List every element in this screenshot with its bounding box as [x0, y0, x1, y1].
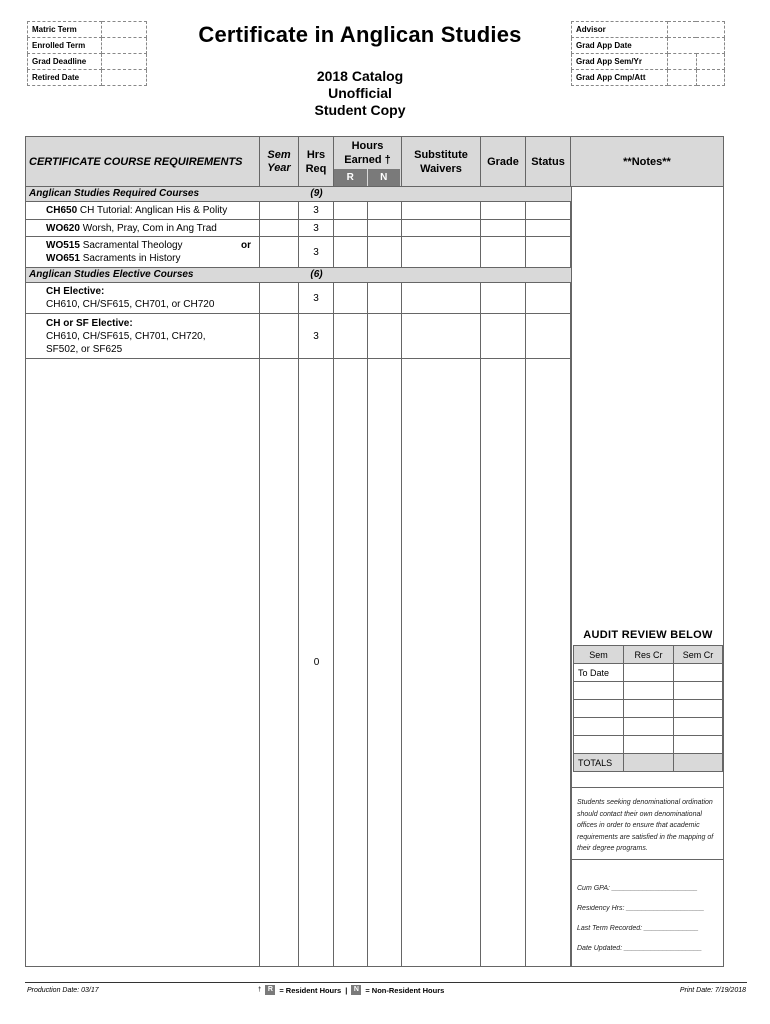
last-term-field[interactable]: Last Term Recorded: ______________ [577, 925, 699, 932]
footer-divider [25, 982, 747, 983]
status-cell[interactable] [526, 202, 571, 219]
catalog-info [250, 68, 470, 119]
audit-cell[interactable] [574, 736, 624, 754]
divider [572, 787, 724, 788]
requirements-header: CERTIFICATE COURSE REQUIREMENTS [26, 137, 260, 187]
divider [572, 859, 724, 860]
advisor-info-table [571, 21, 725, 86]
audit-cell[interactable] [674, 682, 723, 700]
substitute-cell[interactable] [402, 314, 481, 358]
nonresident-hours-cell[interactable] [368, 202, 402, 219]
grad-app-yr-value[interactable] [696, 54, 725, 70]
grad-app-date-label: Grad App Date [572, 38, 668, 54]
table-row [26, 314, 571, 359]
course-code: CH650 [46, 205, 78, 216]
requirements-table [25, 136, 724, 967]
hrs-req-cell: 3 [299, 237, 334, 267]
audit-cell[interactable] [674, 700, 723, 718]
course-cell [26, 220, 260, 236]
grad-app-sem-label: Grad App Sem/Yr [572, 54, 668, 70]
course-name: CH Tutorial: Anglican His & Polity [79, 205, 228, 216]
hrs-req-cell: 3 [299, 314, 334, 358]
audit-cell[interactable] [624, 736, 674, 754]
resident-hours-cell[interactable] [334, 314, 368, 358]
hrs-req-cell: 3 [299, 202, 334, 219]
audit-cell[interactable] [674, 664, 723, 682]
enrolled-term-value[interactable] [102, 38, 147, 54]
table-header [26, 137, 723, 187]
sem-year-cell[interactable] [260, 237, 299, 267]
status-cell[interactable] [526, 283, 571, 313]
grad-deadline-label: Grad Deadline [28, 54, 102, 70]
course-name-cont: SF502, or SF625 [46, 343, 123, 355]
hours-legend [258, 985, 444, 995]
table-row [26, 202, 571, 220]
status-cell[interactable] [526, 220, 571, 236]
sem-year-cell[interactable] [260, 202, 299, 219]
course-code: CH or SF Elective: [46, 317, 133, 329]
matric-term-value[interactable] [102, 22, 147, 38]
audit-table [573, 645, 723, 772]
audit-total-res [624, 754, 674, 772]
grad-app-date-value[interactable] [668, 38, 725, 54]
hrs-header: Hrs [306, 149, 326, 161]
resident-hours-cell[interactable] [334, 202, 368, 219]
audit-cell[interactable] [624, 682, 674, 700]
sem-header: Sem [267, 149, 291, 161]
total-hours: 0 [313, 657, 320, 668]
section-elective-header [26, 268, 571, 283]
grade-cell[interactable] [481, 283, 526, 313]
sem-year-cell[interactable] [260, 283, 299, 313]
or-label: or [241, 240, 251, 251]
substitute-cell[interactable] [402, 237, 481, 267]
status-cell[interactable] [526, 237, 571, 267]
audit-total-sem [674, 754, 723, 772]
audit-cell[interactable] [624, 718, 674, 736]
earned-header: Earned † [344, 154, 391, 166]
course-name: Worsh, Pray, Com in Ang Trad [82, 222, 217, 234]
nonresident-hours-cell[interactable] [368, 237, 402, 267]
section-required-header [26, 187, 571, 202]
advisor-label: Advisor [572, 22, 668, 38]
ordination-note: Students seeking denominational ordination should contact their own denominational offices in order to ensure that academic requirements are satisfied in the mapping of their degree programs. [577, 799, 714, 852]
copy-status: Unofficial [328, 85, 392, 101]
notes-column [571, 187, 723, 966]
course-cell [26, 237, 260, 267]
hours-earned-header [334, 137, 402, 187]
sem-year-cell[interactable] [260, 314, 299, 358]
cum-gpa-field[interactable]: Cum GPA: ______________________ [577, 885, 698, 892]
legend-separator: | [345, 985, 348, 995]
resident-hours-cell[interactable] [334, 220, 368, 236]
copy-type: Student Copy [314, 102, 406, 118]
status-header: Status [526, 137, 571, 187]
grad-app-cmp-label: Grad App Cmp/Att [572, 70, 668, 86]
resident-hours-cell[interactable] [334, 283, 368, 313]
course-code: WO515 [46, 240, 80, 251]
grade-cell[interactable] [481, 202, 526, 219]
grad-app-sem-value[interactable] [668, 54, 697, 70]
course-name-alt: Sacraments in History [82, 253, 181, 264]
section-hours: (6) [310, 269, 323, 280]
audit-col-semcr: Sem Cr [674, 646, 723, 664]
year-header: Year [267, 162, 291, 174]
dagger-mark: † [258, 987, 262, 993]
table-row [26, 237, 571, 268]
residency-hours-field[interactable]: Residency Hrs: ____________________ [577, 905, 705, 912]
retired-date-value[interactable] [102, 70, 147, 86]
grade-header: Grade [481, 137, 526, 187]
advisor-value[interactable] [668, 22, 725, 38]
grade-cell[interactable] [481, 314, 526, 358]
substitute-header: Substitute [414, 149, 468, 161]
audit-col-res: Res Cr [624, 646, 674, 664]
n-header: N [368, 169, 402, 186]
hours-header: Hours [351, 140, 384, 152]
audit-cell[interactable] [574, 682, 624, 700]
print-date: Print Date: 7/19/2018 [679, 987, 746, 994]
table-row [26, 220, 571, 237]
grade-cell[interactable] [481, 237, 526, 267]
course-name: Sacramental Theology [82, 240, 183, 251]
course-name: CH610, CH/SF615, CH701, CH720, [46, 330, 206, 342]
audit-title: AUDIT REVIEW BELOW [583, 629, 713, 641]
substitute-waivers-header [402, 137, 481, 187]
matric-term-label: Matric Term [28, 22, 102, 38]
audit-to-date-label: To Date [574, 664, 624, 682]
course-code: WO620 [46, 222, 80, 234]
audit-cell[interactable] [674, 718, 723, 736]
enrolled-term-label: Enrolled Term [28, 38, 102, 54]
section-title: Anglican Studies Required Courses [29, 188, 200, 199]
waivers-header: Waivers [420, 163, 462, 175]
nonresident-hours-cell[interactable] [368, 314, 402, 358]
nonresident-legend: = Non-Resident Hours [365, 985, 445, 995]
resident-box: R [265, 985, 275, 995]
grad-app-att-value[interactable] [696, 70, 725, 86]
course-code: CH Elective: [46, 286, 105, 297]
course-cell [26, 314, 260, 358]
audit-cell[interactable] [574, 718, 624, 736]
sem-year-header [260, 137, 299, 187]
audit-cell[interactable] [624, 664, 674, 682]
nonresident-box: N [351, 985, 361, 995]
course-cell [26, 283, 260, 313]
substitute-cell[interactable] [402, 202, 481, 219]
notes-header: **Notes** [623, 156, 671, 168]
resident-hours-cell[interactable] [334, 237, 368, 267]
page-title: Certificate in Anglican Studies [198, 22, 522, 47]
status-cell[interactable] [526, 314, 571, 358]
retired-date-label: Retired Date [28, 70, 102, 86]
catalog-year: 2018 Catalog [316, 68, 404, 84]
audit-cell[interactable] [574, 700, 624, 718]
table-row [26, 283, 571, 314]
course-name: CH610, CH/SF615, CH701, or CH720 [46, 299, 215, 310]
substitute-cell[interactable] [402, 220, 481, 236]
substitute-cell[interactable] [402, 283, 481, 313]
req-header: Req [305, 163, 327, 175]
date-updated-field[interactable]: Date Updated: ____________________ [577, 945, 702, 952]
nonresident-hours-cell[interactable] [368, 220, 402, 236]
section-hours: (9) [310, 188, 323, 199]
audit-cell[interactable] [674, 736, 723, 754]
section-title: Anglican Studies Elective Courses [29, 269, 194, 280]
audit-cell[interactable] [624, 700, 674, 718]
hrs-req-cell: 3 [299, 220, 334, 236]
r-header: R [334, 169, 368, 186]
course-code-alt: WO651 [46, 253, 80, 264]
grade-cell[interactable] [481, 220, 526, 236]
resident-legend: = Resident Hours [279, 985, 342, 995]
nonresident-hours-cell[interactable] [368, 283, 402, 313]
course-cell [26, 202, 260, 219]
grad-app-cmp-value[interactable] [668, 70, 697, 86]
audit-col-sem: Sem [574, 646, 624, 664]
sem-year-cell[interactable] [260, 220, 299, 236]
grad-deadline-value[interactable] [102, 54, 147, 70]
student-info-table [27, 21, 147, 86]
production-date: Production Date: 03/17 [27, 987, 99, 994]
empty-rows-area [26, 359, 571, 966]
hrs-req-cell: 3 [299, 283, 334, 313]
hrs-req-header [299, 137, 334, 187]
audit-totals-label: TOTALS [574, 754, 624, 772]
